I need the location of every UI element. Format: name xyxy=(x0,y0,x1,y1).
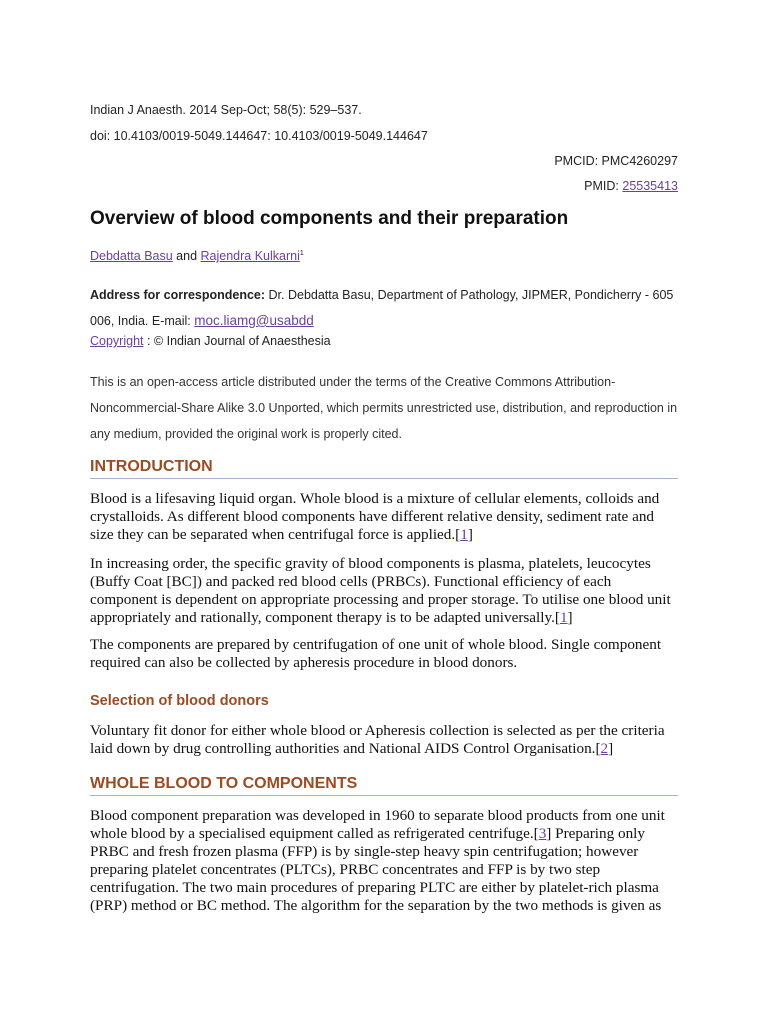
pmid-label: PMID: xyxy=(584,179,623,193)
intro-p1-text: Blood is a lifesaving liquid organ. Whole blood is a mixture of cellular elements, colloids and crystalloids. As different blood components have different relative density, sediment rate and size they can be separated when centrifugal force is applied.[ xyxy=(90,490,660,543)
whole-blood-paragraph xyxy=(90,807,678,915)
intro-paragraph-1 xyxy=(90,490,678,544)
address-label: Address for correspondence: xyxy=(90,288,266,302)
intro-p2-text: In increasing order, the specific gravity of blood components is plasma, platelets, leucocytes (Buffy Coat [BC]) and packed red blood cells (PRBCs). Functional efficiency of each component is dependent on appropriate processing and proper storage. To utilise one blood unit appropriately and rationally, component therapy is to be adapted universally.[ xyxy=(90,555,671,626)
ref-close: ] xyxy=(567,609,573,626)
section-heading-whole-blood: WHOLE BLOOD TO COMPONENTS xyxy=(90,775,678,796)
whole-p1-text-b: ] Preparing only PRBC and fresh frozen plasma (FFP) is by single-step heavy spin centrifugation; however preparing platelet concentrates (PLTCs), PRBC concentrates and FFP is by two step centrifugation. The two main procedures of preparing PLTC are either by platelet-rich plasma (PRP) method or BC method. The algorithm for the separation by the two methods is given as xyxy=(90,825,662,914)
intro-paragraph-2 xyxy=(90,555,678,627)
reference-link-1[interactable]: 1 xyxy=(460,526,468,543)
journal-citation: Indian J Anaesth. 2014 Sep-Oct; 58(5): 529–537. xyxy=(90,103,362,117)
affiliation-marker: 1 xyxy=(299,249,304,257)
address-text: Dr. Debdatta Basu, Department of Pathology, JIPMER, Pondicherry - 605 006, India. E-mail: xyxy=(90,288,674,328)
author-separator: and xyxy=(172,249,201,263)
author-link-kulkarni[interactable]: Rajendra Kulkarni xyxy=(200,249,300,263)
copyright-line xyxy=(90,334,678,348)
donor-p1-text: Voluntary fit donor for either whole blood or Apheresis collection is selected as per the criteria laid down by drug controlling authorities and National AIDS Control Organisation.[ xyxy=(90,722,665,757)
copyright-text: : © Indian Journal of Anaesthesia xyxy=(143,334,331,348)
reference-link-1b[interactable]: 1 xyxy=(559,609,568,626)
subsection-heading-donors: Selection of blood donors xyxy=(90,693,269,709)
reference-link-2[interactable]: 2 xyxy=(600,740,609,757)
ref-close: ] xyxy=(608,740,614,757)
section-heading-introduction: INTRODUCTION xyxy=(90,458,678,479)
email-link[interactable]: moc.liamg@usabdd xyxy=(194,313,314,328)
author-list xyxy=(90,249,678,263)
article-title: Overview of blood components and their preparation xyxy=(90,208,569,229)
ref-close: ] xyxy=(467,526,473,543)
pmcid-line: PMCID: PMC4260297 xyxy=(554,154,678,168)
whole-p1-text-a: Blood component preparation was developed in 1960 to separate blood products from one unit whole blood by a specialised equipment called as refrigerated centrifuge.[ xyxy=(90,807,665,842)
license-notice: This is an open-access article distributed under the terms of the Creative Commons Attribution-Noncommercial-Share Alike 3.0 Unported, which permits unrestricted use, distribution, and reproduction in any medium, provided the original work is properly cited. xyxy=(90,375,678,441)
copyright-link[interactable]: Copyright xyxy=(90,334,144,348)
correspondence-address xyxy=(90,282,678,334)
donor-paragraph xyxy=(90,722,678,758)
pmid-line xyxy=(90,174,678,200)
intro-paragraph-3: The components are prepared by centrifugation of one unit of whole blood. Single component required can also be collected by apheresis procedure in blood donors. xyxy=(90,636,662,671)
doi-line: doi: 10.4103/0019-5049.144647: 10.4103/0019-5049.144647 xyxy=(90,129,428,143)
author-link-basu[interactable]: Debdatta Basu xyxy=(90,249,173,263)
reference-link-3[interactable]: 3 xyxy=(538,825,547,842)
pmid-link[interactable]: 25535413 xyxy=(622,179,678,193)
